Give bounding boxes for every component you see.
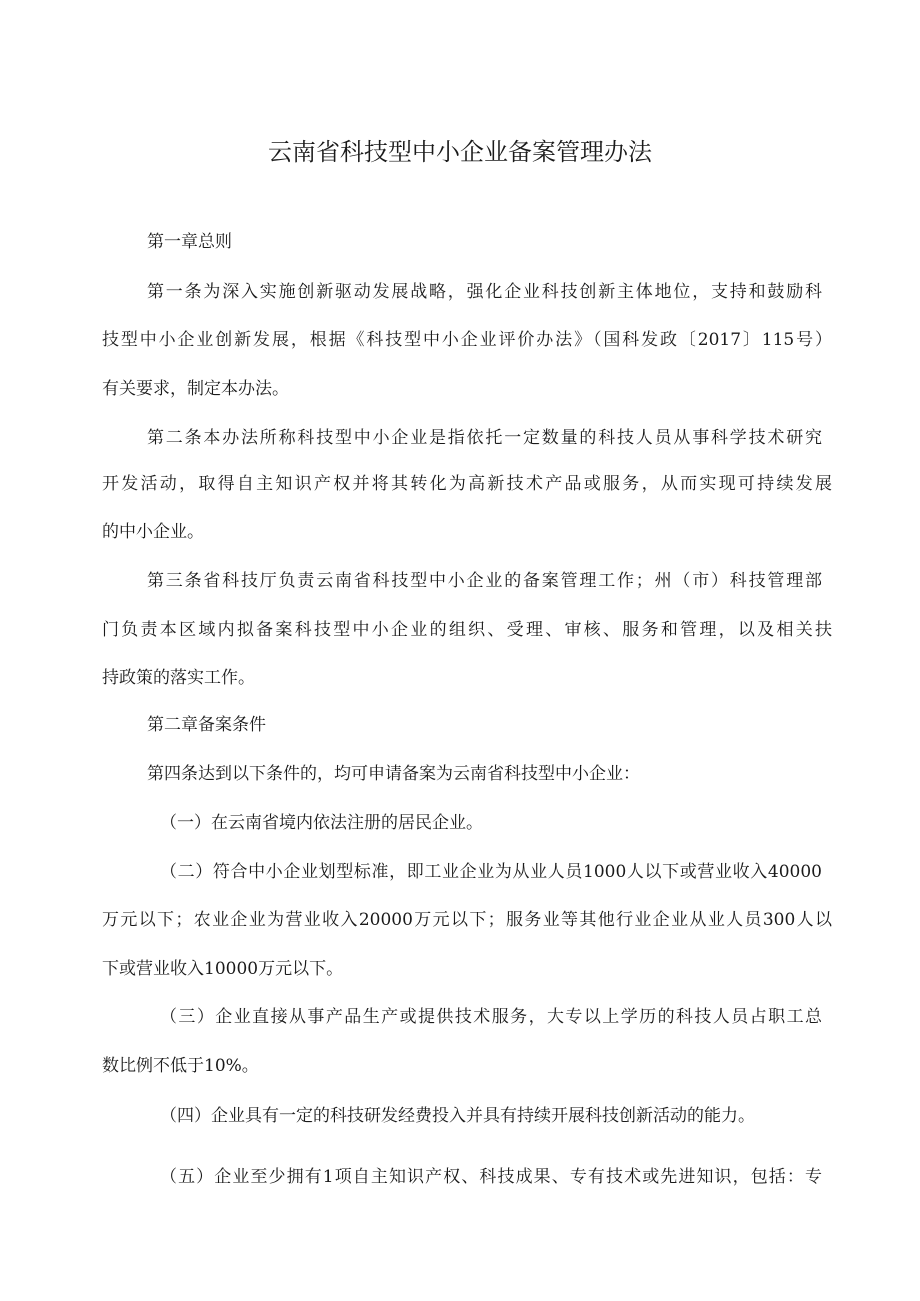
paragraph-line: 持政策的落实工作。 — [102, 668, 255, 688]
list-item-line: （三）企业直接从事产品生产或提供技术服务，大专以上学历的科技人员占职工总 — [160, 1007, 822, 1027]
list-item-line: 万元以下；农业企业为营业收入20000万元以下；服务业等其他行业企业从业人员300人以 — [102, 910, 832, 930]
document-title: 云南省科技型中小企业备案管理办法 — [268, 138, 652, 166]
paragraph-line: 有关要求，制定本办法。 — [102, 379, 289, 399]
list-item-line: （五）企业至少拥有1项自主知识产权、科技成果、专有技术或先进知识，包括：专 — [160, 1167, 822, 1187]
chapter-heading: 第一章总则 — [147, 232, 232, 252]
list-item-line: 数比例不低于10%。 — [102, 1056, 259, 1076]
paragraph-line: 门负责本区域内拟备案科技型中小企业的组织、受理、审核、服务和管理，以及相关扶 — [102, 620, 832, 640]
list-item-line: 下或营业收入10000万元以下。 — [102, 959, 344, 979]
paragraph-line: 开发活动，取得自主知识产权并将其转化为高新技术产品或服务，从而实现可持续发展 — [102, 474, 832, 494]
paragraph-line: 技型中小企业创新发展，根据《科技型中小企业评价办法》（国科发政〔2017〕115号） — [102, 330, 832, 350]
list-item-line: （四）企业具有一定的科技研发经费投入并具有持续开展科技创新活动的能力。 — [160, 1106, 755, 1126]
paragraph-line: 第四条达到以下条件的，均可申请备案为云南省科技型中小企业： — [147, 764, 640, 784]
list-item-line: （一）在云南省境内依法注册的居民企业。 — [160, 813, 483, 833]
paragraph-line: 第三条省科技厅负责云南省科技型中小企业的备案管理工作；州（市）科技管理部 — [147, 571, 822, 591]
paragraph-line: 第二条本办法所称科技型中小企业是指依托一定数量的科技人员从事科学技术研究 — [147, 428, 822, 448]
paragraph-line: 的中小企业。 — [102, 522, 204, 542]
chapter-heading: 第二章备案条件 — [147, 715, 266, 735]
list-item-line: （二）符合中小企业划型标准，即工业企业为从业人员1000人以下或营业收入40000 — [160, 862, 822, 882]
paragraph-line: 第一条为深入实施创新驱动发展战略，强化企业科技创新主体地位，支持和鼓励科 — [147, 282, 822, 302]
